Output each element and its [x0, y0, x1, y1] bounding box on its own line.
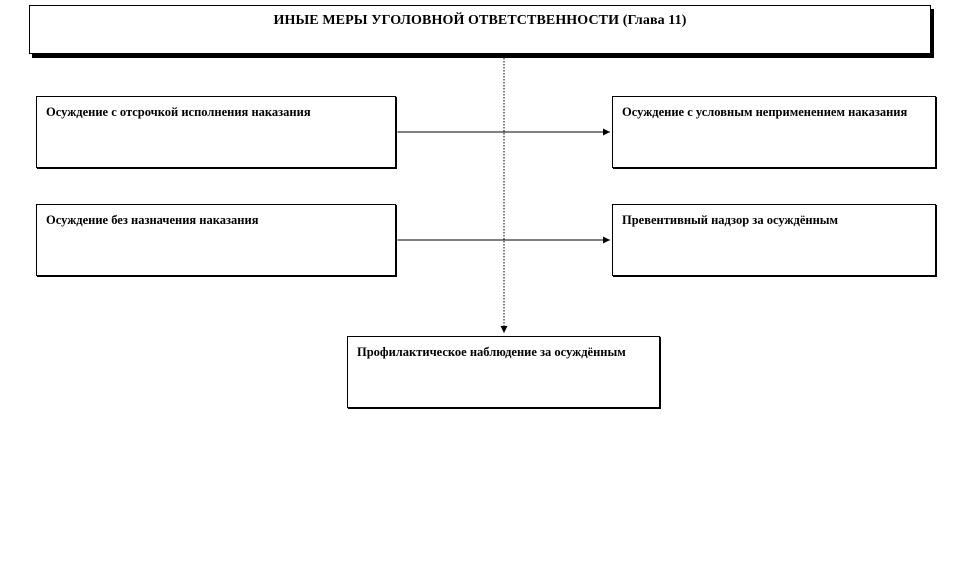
- box-no-penalty: [36, 204, 396, 276]
- box-preventive-supervision: [612, 204, 936, 276]
- box-preventive-observation-label: Профилактическое наблюдение за осуждённым: [357, 345, 626, 359]
- box-deferral: [36, 96, 396, 168]
- box-preventive-supervision-label: Превентивный надзор за осуждённым: [622, 213, 839, 227]
- box-preventive-observation: [347, 336, 660, 408]
- diagram-title: ИНЫЕ МЕРЫ УГОЛОВНОЙ ОТВЕТСТВЕННОСТИ (Глава 11): [273, 13, 687, 28]
- box-conditional-label: Осуждение с условным неприменением наказания: [622, 105, 908, 119]
- box-conditional: [612, 96, 936, 168]
- box-deferral-label: Осуждение с отсрочкой исполнения наказания: [46, 105, 311, 119]
- box-no-penalty-label: Осуждение без назначения наказания: [46, 213, 259, 227]
